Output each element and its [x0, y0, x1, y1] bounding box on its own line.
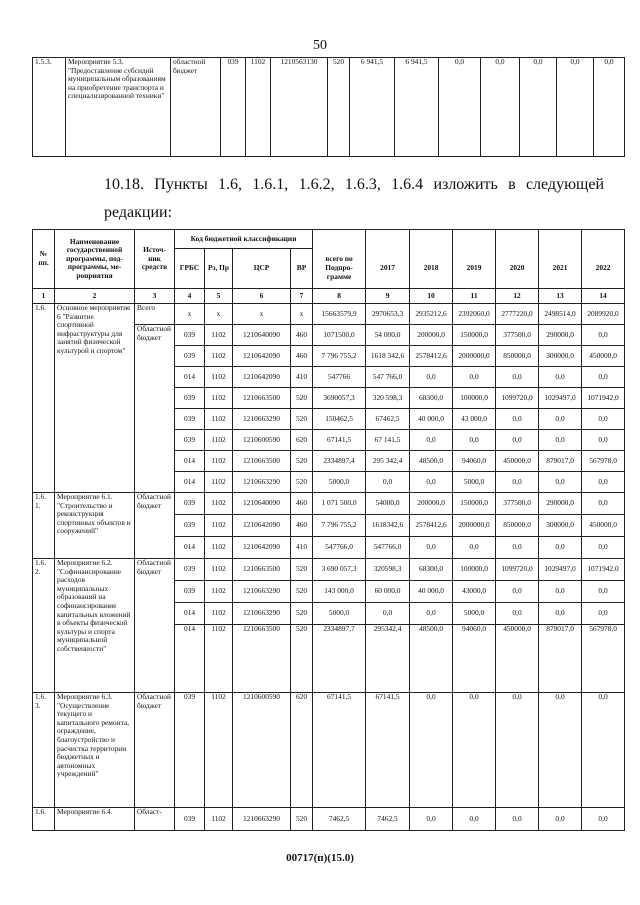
table-cell: 1102: [205, 581, 233, 603]
column-number: 7: [291, 289, 313, 304]
table-cell: 15663579,9: [313, 304, 366, 325]
table-cell: 1210600590: [233, 430, 291, 451]
table-cell: 1071942,0: [582, 388, 625, 409]
table-cell: 039: [175, 581, 205, 603]
table-cell: 68300,0: [410, 559, 453, 581]
table-cell: 0,0: [410, 472, 453, 493]
table-cell: 7 796 755,2: [313, 346, 366, 367]
table-cell: 0,0: [366, 603, 410, 625]
table-cell: 520: [291, 603, 313, 625]
table-cell: 1102: [205, 409, 233, 430]
table-cell: 460: [291, 493, 313, 515]
table-cell: 1102: [205, 625, 233, 693]
table-cell: 7462,5: [313, 808, 366, 831]
table-cell: 1210663290: [233, 581, 291, 603]
table-cell: 1210640090: [233, 325, 291, 346]
table-cell: 0,0: [453, 430, 496, 451]
table-row: [33, 808, 625, 831]
table-cell: 0,0: [496, 808, 539, 831]
table-row: [33, 693, 625, 808]
table-cell: 377500,0: [496, 325, 539, 346]
table-cell: 014: [175, 451, 205, 472]
table-cell: 2935212,6: [410, 304, 453, 325]
table-cell: 0,0: [539, 537, 582, 559]
column-number: 3: [135, 289, 175, 304]
table-cell: 039: [175, 325, 205, 346]
table-cell: 67141,5: [313, 693, 366, 808]
table-cell: 0,0: [453, 537, 496, 559]
table-cell: 68300,0: [410, 388, 453, 409]
column-number: 5: [205, 289, 233, 304]
table-cell: 7 796 755,2: [313, 515, 366, 537]
table-cell: 039: [175, 515, 205, 537]
table-cell: 5000,0: [313, 603, 366, 625]
table-cell: 0,0: [410, 367, 453, 388]
table-cell: 1102: [205, 493, 233, 515]
item-source: Областной бюджет: [135, 325, 175, 493]
cell-grbs: 039: [221, 58, 246, 157]
table-cell: 5000,0: [453, 472, 496, 493]
section-heading: 10.18. Пункты 1.6, 1.6.1, 1.6.2, 1.6.3, 1.6.4 изложить в следующей: [104, 176, 604, 193]
table-cell: 1099720,0: [496, 388, 539, 409]
table-cell: 520: [291, 559, 313, 581]
table-cell: 1102: [205, 472, 233, 493]
table-cell: 0,0: [582, 603, 625, 625]
table-cell: 2578412,6: [410, 515, 453, 537]
cell-2020: 0,0: [520, 58, 557, 157]
table-cell: 1210642090: [233, 537, 291, 559]
table-cell: x: [233, 304, 291, 325]
row-num: 1.5.3.: [33, 58, 66, 157]
table-cell: 100000,0: [453, 559, 496, 581]
table-cell: 67141,5: [366, 693, 410, 808]
table-cell: 67462,5: [366, 409, 410, 430]
item-number: 1.6.: [33, 304, 55, 493]
table-cell: 0,0: [582, 325, 625, 346]
table-cell: 039: [175, 388, 205, 409]
table-cell: 1102: [205, 808, 233, 831]
table-cell: 1102: [205, 430, 233, 451]
item-name: Мероприятие 6.1. "Строительство и реконструкция спортивных объектов и сооружений": [55, 493, 135, 559]
table-cell: 0,0: [582, 409, 625, 430]
table-cell: 520: [291, 472, 313, 493]
cell-2018: 0,0: [439, 58, 481, 157]
header-csr: ЦСР: [233, 249, 291, 289]
table-cell: 3690057,3: [313, 388, 366, 409]
table-cell: 014: [175, 603, 205, 625]
table-cell: 039: [175, 808, 205, 831]
item-name: Мероприятие 6.2. "Софинансирование расходов муниципальных образований на софинансирование капитальных вложений в объекты физической культуры и спорта муниципальной собственности": [55, 559, 135, 693]
table-cell: 48500,0: [410, 625, 453, 693]
table-cell: 520: [291, 388, 313, 409]
table-cell: 40 000,0: [410, 409, 453, 430]
table-cell: 100000,0: [453, 388, 496, 409]
page-number: 50: [313, 38, 327, 53]
item-number: 1.6. 2.: [33, 559, 55, 693]
table-cell: 43 000,0: [453, 409, 496, 430]
table-cell: 547766,0: [313, 537, 366, 559]
table-cell: 1102: [205, 451, 233, 472]
document-code: 00717(п)(15.0): [286, 852, 354, 864]
header-row: [33, 230, 625, 249]
table-cell: 1210663290: [233, 472, 291, 493]
table-cell: 410: [291, 537, 313, 559]
table-cell: 54000,0: [366, 493, 410, 515]
table-cell: 520: [291, 625, 313, 693]
table-cell: 0,0: [496, 430, 539, 451]
table-cell: 43000,0: [453, 581, 496, 603]
table-cell: 0,0: [539, 581, 582, 603]
item-number: 1.6. 1.: [33, 493, 55, 559]
item-source: Областной бюджет: [135, 493, 175, 559]
top-table-fragment: [32, 57, 625, 157]
item-source: Област-: [135, 808, 175, 831]
header-2017: 2017: [366, 249, 410, 289]
column-number: 4: [175, 289, 205, 304]
table-cell: 7462,5: [366, 808, 410, 831]
table-cell: 0,0: [539, 430, 582, 451]
table-cell: 150462,5: [313, 409, 366, 430]
table-cell: 0,0: [410, 603, 453, 625]
table-cell: 1102: [205, 515, 233, 537]
table-cell: 0,0: [539, 367, 582, 388]
item-name: Мероприятие 6.3. "Осуществление текущего и капитального ремонта, ограждение, благоустройство и расчистка территории бюджетных и автономных учреждений": [55, 693, 135, 808]
table-cell: 450000,0: [496, 451, 539, 472]
column-number: 12: [496, 289, 539, 304]
table-cell: 620: [291, 693, 313, 808]
table-cell: 1102: [205, 537, 233, 559]
header-rzpr: Рз, Пр: [205, 249, 233, 289]
column-number: 10: [410, 289, 453, 304]
row-name: Мероприятие 5.3. "Предоставление субсидий муниципальным образованиям на приобретение транспорта и специализированной техники": [66, 58, 171, 157]
table-cell: 039: [175, 409, 205, 430]
column-number: 13: [539, 289, 582, 304]
header-total: всего по Подпро-грамме: [313, 249, 366, 289]
table-cell: 5000,0: [453, 603, 496, 625]
table-cell: 620: [291, 430, 313, 451]
table-cell: 1 071 500,0: [313, 493, 366, 515]
table-row: [33, 559, 625, 581]
table-cell: 67 141,5: [366, 430, 410, 451]
table-row: [33, 304, 625, 325]
table-cell: 377500,0: [496, 493, 539, 515]
table-cell: 1102: [205, 603, 233, 625]
table-cell: 0,0: [496, 693, 539, 808]
table-cell: 0,0: [366, 472, 410, 493]
table-cell: 150000,0: [453, 493, 496, 515]
cell-rzpr: 1102: [246, 58, 271, 157]
table-cell: 0,0: [582, 693, 625, 808]
table-cell: 2970653,3: [366, 304, 410, 325]
table-cell: x: [175, 304, 205, 325]
item-number: 1.6.: [33, 808, 55, 831]
table-cell: 460: [291, 325, 313, 346]
table-cell: 0,0: [582, 472, 625, 493]
table-cell: 0,0: [496, 472, 539, 493]
table-cell: 3 690 057,3: [313, 559, 366, 581]
table-cell: 0,0: [582, 581, 625, 603]
table-cell: 547766,0: [366, 537, 410, 559]
table-cell: 200000,0: [410, 325, 453, 346]
table-cell: 295342,4: [366, 625, 410, 693]
table-cell: 547766: [313, 367, 366, 388]
table-cell: 567978,0: [582, 625, 625, 693]
table-cell: 0,0: [410, 537, 453, 559]
table-cell: 0,0: [539, 808, 582, 831]
table-cell: x: [205, 304, 233, 325]
table-cell: 1071500,0: [313, 325, 366, 346]
table-cell: 94060,0: [453, 451, 496, 472]
table-cell: 0,0: [582, 493, 625, 515]
table-cell: 40 000,0: [410, 581, 453, 603]
table-cell: 2334897,7: [313, 625, 366, 693]
table-cell: 039: [175, 559, 205, 581]
table-cell: 1618 342,6: [366, 346, 410, 367]
table-cell: 1029497,0: [539, 388, 582, 409]
header-grbs: ГРБС: [175, 249, 205, 289]
header-2019: 2019: [453, 249, 496, 289]
table-cell: 0,0: [582, 367, 625, 388]
table-cell: 0,0: [539, 472, 582, 493]
table-cell: 039: [175, 346, 205, 367]
column-number: 9: [366, 289, 410, 304]
table-cell: 0,0: [496, 603, 539, 625]
table-cell: 1210600590: [233, 693, 291, 808]
cell-2022: 0,0: [594, 58, 625, 157]
table-cell: 0,0: [410, 430, 453, 451]
table-cell: 1102: [205, 346, 233, 367]
table-cell: 450000,0: [496, 625, 539, 693]
table-cell: 1210663500: [233, 559, 291, 581]
table-cell: 014: [175, 625, 205, 693]
cell-vr: 520: [328, 58, 350, 157]
column-number: 11: [453, 289, 496, 304]
table-cell: 039: [175, 493, 205, 515]
table-cell: 320598,3: [366, 559, 410, 581]
table-cell: 1210663500: [233, 625, 291, 693]
item-name: Основное мероприятие 6 "Развитие спортивной инфраструктуры для занятий физической культурой и спортом": [55, 304, 135, 493]
table-cell: 1210642090: [233, 346, 291, 367]
table-cell: 2000000,0: [453, 346, 496, 367]
table-cell: 0,0: [453, 367, 496, 388]
cell-total: 6 941,5: [350, 58, 395, 157]
table-cell: 1210640090: [233, 493, 291, 515]
table-cell: 1102: [205, 367, 233, 388]
header-2020: 2020: [496, 249, 539, 289]
column-numbers-row: [33, 289, 625, 304]
table-cell: 150000,0: [453, 325, 496, 346]
table-cell: 1102: [205, 693, 233, 808]
budget-table: [32, 229, 625, 831]
table-cell: 0,0: [410, 693, 453, 808]
header-2018: 2018: [410, 249, 453, 289]
table-cell: 1099720,0: [496, 559, 539, 581]
table-cell: 1618342,6: [366, 515, 410, 537]
table-cell: 290000,0: [539, 325, 582, 346]
column-number: 2: [55, 289, 135, 304]
cell-2019: 0,0: [481, 58, 520, 157]
table-cell: 1071942,0: [582, 559, 625, 581]
table-cell: 0,0: [582, 537, 625, 559]
table-cell: x: [291, 304, 313, 325]
table-cell: 520: [291, 808, 313, 831]
table-cell: 0,0: [453, 693, 496, 808]
table-cell: 1210663290: [233, 409, 291, 430]
table-cell: 039: [175, 430, 205, 451]
table-cell: 2334897,4: [313, 451, 366, 472]
table-cell: 547 766,0: [366, 367, 410, 388]
table-row: [33, 58, 625, 157]
section-heading-cont: редакции:: [104, 204, 173, 221]
table-cell: 2392060,0: [453, 304, 496, 325]
table-cell: 5000,0: [313, 472, 366, 493]
table-cell: 200000,0: [410, 493, 453, 515]
table-cell: 0,0: [496, 581, 539, 603]
table-cell: 295 342,4: [366, 451, 410, 472]
table-cell: 1210663500: [233, 388, 291, 409]
table-cell: 2777220,0: [496, 304, 539, 325]
cell-csr: 1210563130: [271, 58, 328, 157]
table-cell: 014: [175, 537, 205, 559]
table-cell: 520: [291, 409, 313, 430]
column-number: 8: [313, 289, 366, 304]
table-cell: 850000,0: [496, 346, 539, 367]
table-cell: 0,0: [539, 603, 582, 625]
table-cell: 1210642090: [233, 515, 291, 537]
table-cell: 1210642090: [233, 367, 291, 388]
row-source: областной бюджет: [171, 58, 221, 157]
item-source: Областной бюджет: [135, 693, 175, 808]
table-cell: 520: [291, 451, 313, 472]
table-row: [33, 493, 625, 515]
table-cell: 879017,0: [539, 625, 582, 693]
table-cell: 460: [291, 346, 313, 367]
table-cell: 0,0: [539, 693, 582, 808]
table-cell: 1210663290: [233, 808, 291, 831]
table-cell: 320 598,3: [366, 388, 410, 409]
table-cell: 0,0: [496, 537, 539, 559]
table-cell: 520: [291, 581, 313, 603]
item-number: 1.6. 3.: [33, 693, 55, 808]
table-cell: 0,0: [496, 409, 539, 430]
column-number: 1: [33, 289, 55, 304]
table-cell: 1210663500: [233, 451, 291, 472]
table-cell: 0,0: [496, 367, 539, 388]
header-kbk: Код бюджетной классификации: [175, 230, 313, 249]
header-vr: ВР: [291, 249, 313, 289]
item-source: Областной бюджет: [135, 559, 175, 693]
table-cell: 1102: [205, 388, 233, 409]
table-cell: 2578412,6: [410, 346, 453, 367]
table-cell: 2498514,0: [539, 304, 582, 325]
header-source: Источ-ник средств: [135, 230, 175, 289]
table-cell: 54 000,0: [366, 325, 410, 346]
header-2021: 2021: [539, 249, 582, 289]
table-cell: 94060,0: [453, 625, 496, 693]
table-cell: 1029497,0: [539, 559, 582, 581]
header-2022: 2022: [582, 249, 625, 289]
table-cell: 014: [175, 472, 205, 493]
table-cell: 300000,0: [539, 346, 582, 367]
table-cell: 410: [291, 367, 313, 388]
table-cell: 450000,0: [582, 515, 625, 537]
table-cell: 1102: [205, 325, 233, 346]
table-cell: 0,0: [453, 808, 496, 831]
table-cell: 67141,5: [313, 430, 366, 451]
table-cell: 300000,0: [539, 515, 582, 537]
table-cell: 1210663290: [233, 603, 291, 625]
table-cell: 850000,0: [496, 515, 539, 537]
cell-2021: 0,0: [557, 58, 594, 157]
table-cell: 0,0: [410, 808, 453, 831]
item-name: Мероприятие 6.4.: [55, 808, 135, 831]
table-cell: 143 000,0: [313, 581, 366, 603]
header-name: Наименование государственной программы, под-программы, ме-роприятия: [55, 230, 135, 289]
column-number: 14: [582, 289, 625, 304]
table-cell: 290000,0: [539, 493, 582, 515]
header-num: № пп.: [33, 230, 55, 289]
table-cell: 2000000,0: [453, 515, 496, 537]
table-cell: 879017,0: [539, 451, 582, 472]
table-cell: 2089920,0: [582, 304, 625, 325]
cell-2017: 6 941,5: [395, 58, 439, 157]
table-cell: 0,0: [539, 409, 582, 430]
table-cell: 014: [175, 367, 205, 388]
table-cell: 48500,0: [410, 451, 453, 472]
table-cell: 039: [175, 693, 205, 808]
table-cell: 460: [291, 515, 313, 537]
item-source: Всего: [135, 304, 175, 325]
table-cell: 450000,0: [582, 346, 625, 367]
table-cell: 1102: [205, 559, 233, 581]
table-cell: 60 000,0: [366, 581, 410, 603]
table-cell: 0,0: [582, 808, 625, 831]
table-cell: 0,0: [582, 430, 625, 451]
table-cell: 567978,0: [582, 451, 625, 472]
column-number: 6: [233, 289, 291, 304]
